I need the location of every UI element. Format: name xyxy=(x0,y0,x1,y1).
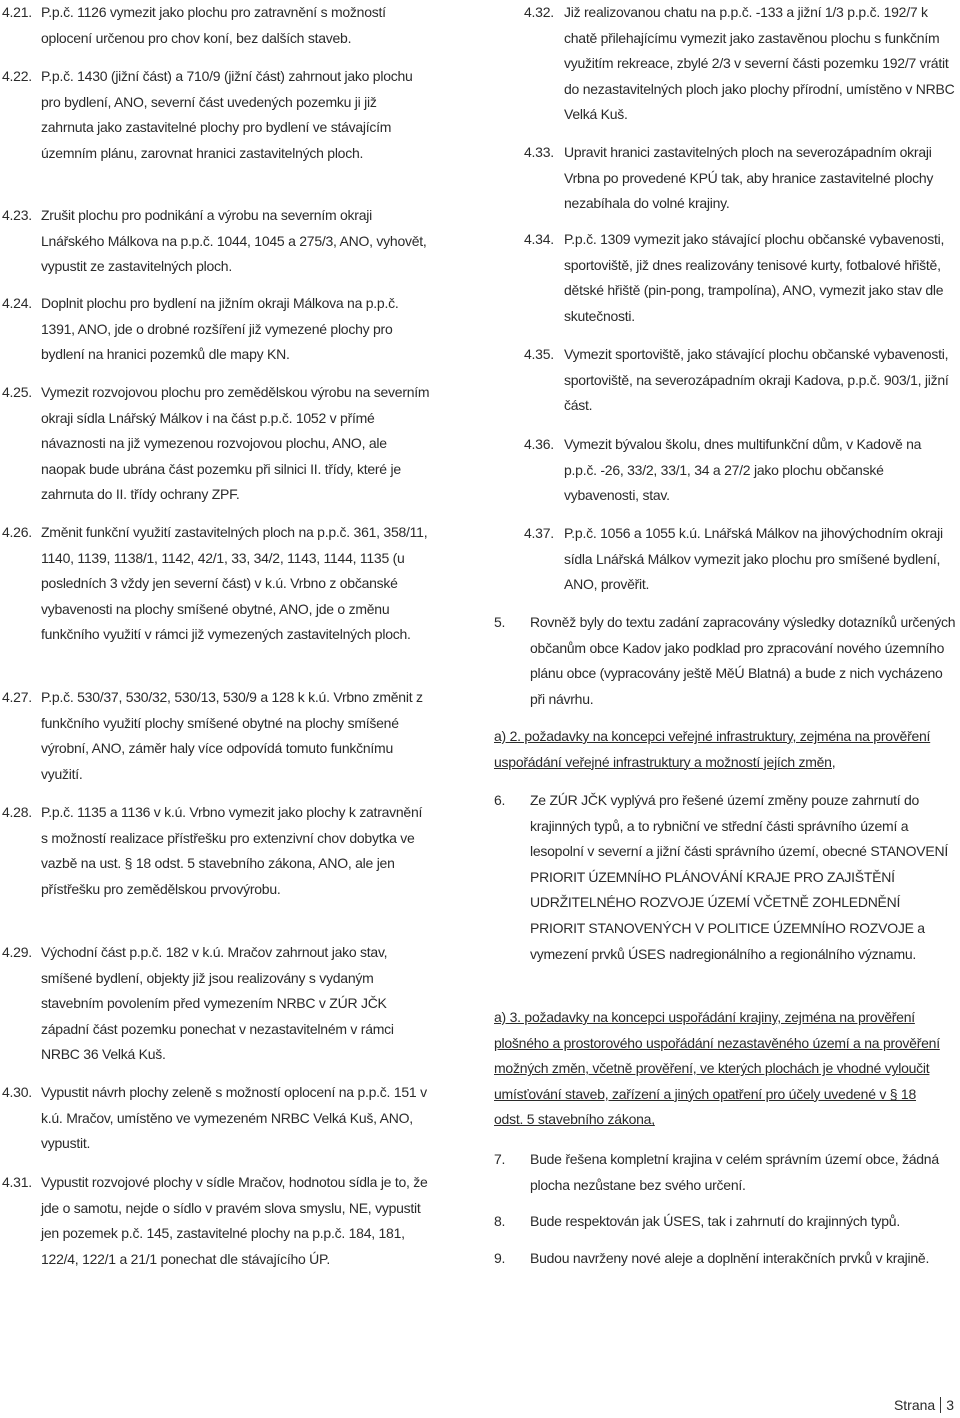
list-item xyxy=(2,685,430,787)
item-number: 4.24. xyxy=(2,295,32,311)
item-number: 4.21. xyxy=(2,4,32,20)
item-number: 4.26. xyxy=(2,524,32,540)
list-item xyxy=(2,0,430,51)
list-item xyxy=(494,1209,956,1235)
footer-divider xyxy=(940,1397,941,1413)
item-number: 4.34. xyxy=(524,231,554,247)
item-number: 7. xyxy=(494,1151,506,1167)
list-item xyxy=(2,1170,430,1272)
list-item xyxy=(494,610,956,712)
list-item xyxy=(2,203,430,280)
item-text: Upravit hranici zastavitelných ploch na severozápadním okraji Vrbna po provedené KPÚ tak, aby hranice zastavitelné plochy nezabíhala do volné krajiny. xyxy=(564,144,934,212)
list-item xyxy=(494,0,956,128)
item-text: P.p.č. 1126 vymezit jako plochu pro zatravnění s možností oplocení určenou pro chov koní, bez dalších staveb. xyxy=(41,4,386,46)
item-number: 4.33. xyxy=(524,144,554,160)
item-text: P.p.č. 1135 a 1136 v k.ú. Vrbno vymezit jako plochy k zatravnění s možností realizace přístřešku pro extenzivní chov dobytka ve vazbě na ust. § 18 odst. 5 stavebního zákona, ANO, ale jen přístřešku pro zemědělskou prvovýrobu. xyxy=(41,804,423,897)
item-number: 5. xyxy=(494,614,506,630)
list-item xyxy=(494,521,956,598)
item-number: 4.23. xyxy=(2,207,32,223)
item-text: Změnit funkční využití zastavitelných ploch na p.p.č. 361, 358/11, 1140, 1139, 1138/1, 1142, 42/1, 33, 34/2, 1143, 1144, 1135 (u posledních 3 vždy jen severní část) v k.ú. Vrbno z občanské vybavenosti na plochy smíšené obytné, ANO, jde o změnu funkčního využití v rámci již vymezených zastavitelných ploch. xyxy=(41,524,428,643)
item-number: 8. xyxy=(494,1213,506,1229)
item-text: Vymezit bývalou školu, dnes multifunkční dům, v Kadově na p.p.č. -26, 33/2, 33/1, 34 a 27/2 jako plochu občanské vybavenosti, stav. xyxy=(564,436,922,504)
item-text: Zrušit plochu pro podnikání a výrobu na severním okraji Lnářského Málkova na p.p.č. 1044, 1045 a 275/3, ANO, vyhovět, vypustit ze zastavitelných ploch. xyxy=(41,207,427,275)
item-number: 4.31. xyxy=(2,1174,32,1190)
item-number: 4.25. xyxy=(2,384,32,400)
page-footer xyxy=(894,1396,954,1414)
item-text: Ze ZÚR JČK vyplývá pro řešené území změny pouze zahrnutí do krajinných typů, a to rybniční ve střední části správního území a lesopolní v severní a jižní části správního území, obecné STANOVENÍ PRIORIT ÚZEMNÍHO PLÁNOVÁNÍ KRAJE PRO ZAJIŠTĚNÍ UDRŽITELNÉHO ROZVOJE ÚZEMÍ VČETNĚ ZOHLEDNĚNÍ PRIORIT STANOVENÝCH V POLITICE ÚZEMNÍHO ROZVOJE a vymezení prvků ÚSES nadregionálního a regionálního významu. xyxy=(530,792,948,962)
list-item xyxy=(494,432,956,509)
item-number: 4.29. xyxy=(2,944,32,960)
list-item xyxy=(494,1147,956,1198)
item-number: 4.27. xyxy=(2,689,32,705)
item-text: Vymezit sportoviště, jako stávající plochu občanské vybavenosti, sportoviště, na severozápadním okraji Kadova, p.p.č. 903/1, jižní část. xyxy=(564,346,949,414)
item-number: 4.22. xyxy=(2,68,32,84)
item-number: 4.35. xyxy=(524,346,554,362)
list-item xyxy=(494,342,956,419)
list-item xyxy=(2,520,430,648)
item-text: Již realizovanou chatu na p.p.č. -133 a jižní 1/3 p.p.č. 192/7 k chatě přilehajícímu vymezit jako zastavěnou plochu s funkčním využitím rekreace, zbylé 2/3 v severní části pozemku 192/7 vrátit do nezastavitelných ploch jako plochy přírodní, umístěno v NRBC Velká Kuš. xyxy=(564,4,955,123)
list-item xyxy=(494,227,956,329)
list-item xyxy=(494,140,956,217)
item-number: 4.32. xyxy=(524,4,554,20)
item-number: 4.36. xyxy=(524,436,554,452)
list-item xyxy=(494,1246,956,1272)
item-text: P.p.č. 1430 (jižní část) a 710/9 (jižní část) zahrnout jako plochu pro bydlení, ANO, severní část uvedených pozemku ji již zahrnuta jako zastavitelné plochy pro bydlení ve stávajícím územním plánu, zarovnat hranici zastavitelných ploch. xyxy=(41,68,413,161)
item-text: P.p.č. 1056 a 1055 k.ú. Lnářská Málkov na jihovýchodním okraji sídla Lnářská Málkov vymezit jako plochu pro smíšené bydlení, ANO, prověřit. xyxy=(564,525,943,593)
section-heading: a) 3. požadavky na koncepci uspořádání krajiny, zejména na prověření plošného a prostorového uspořádání nezastavěného území a na prověření možných změn, včetně prověření, ve kterých plochách je vhodné vyloučit umísťování staveb, zařízení a jiných opatření pro účely uvedené v § 18 odst. 5 stavebního zákona, xyxy=(494,1009,940,1128)
list-item xyxy=(2,380,430,508)
list-item xyxy=(494,788,956,967)
item-number: 9. xyxy=(494,1250,506,1266)
item-text: Východní část p.p.č. 182 v k.ú. Mračov zahrnout jako stav, smíšené bydlení, objekty již jsou realizovány s vydaným stavebním povolením před vymezením NRBC v ZÚR JČK západní část pozemku ponechat v nezastavitelném v rámci NRBC 36 Velká Kuš. xyxy=(41,944,394,1063)
list-item xyxy=(2,64,430,166)
item-text: Bude řešena kompletní krajina v celém správním území obce, žádná plocha nezůstane bez svého určení. xyxy=(530,1151,939,1193)
item-number: 4.30. xyxy=(2,1084,32,1100)
section-heading: a) 2. požadavky na koncepci veřejné infrastruktury, zejména na prověření uspořádání veřejné infrastruktury a možností jejích změn, xyxy=(494,728,931,770)
item-text: Vypustit návrh plochy zeleně s možností oplocení na p.p.č. 151 v k.ú. Mračov, umístěno ve vymezeném NRBC Velká Kuš, ANO, vypustit. xyxy=(41,1084,427,1152)
item-text: Vypustit rozvojové plochy v sídle Mračov, hodnotou sídla je to, že jde o samotu, nejde o sídlo v pravém slova smyslu, NE, vypustit jen pozemek p.č. 145, zastavitelné plochy na p.p.č. 184, 181, 122/4, 122/1 a 21/1 ponechat dle stávajícího ÚP. xyxy=(41,1174,428,1267)
list-item xyxy=(2,940,430,1068)
item-text: P.p.č. 1309 vymezit jako stávající plochu občanské vybavenosti, sportoviště, již dnes realizovány tenisové kurty, fotbalové hřiště, dětské hřiště (pin-pong, trampolína), ANO, vymezit jako stav dle skutečnosti. xyxy=(564,231,945,324)
item-text: Doplnit plochu pro bydlení na jižním okraji Málkova na p.p.č. 1391, ANO, jde o drobné rozšíření již vymezené plochy pro bydlení na hranici pozemků dle mapy KN. xyxy=(41,295,399,363)
item-text: Bude respektován jak ÚSES, tak i zahrnutí do krajinných typů. xyxy=(530,1213,900,1229)
item-text: Rovněž byly do textu zadání zapracovány výsledky dotazníků určených občanům obce Kadov jako podklad pro zpracování nového územního plánu obce (vypracovány ještě MěÚ Blatná) a bude z nich vycházeno při návrhu. xyxy=(530,614,956,707)
list-item xyxy=(2,291,430,368)
item-text: Budou navrženy nové aleje a doplnění interakčních prvků v krajině. xyxy=(530,1250,930,1266)
item-number: 4.28. xyxy=(2,804,32,820)
item-number: 6. xyxy=(494,792,506,808)
page-label: Strana xyxy=(893,1397,936,1413)
page-number: 3 xyxy=(946,1397,954,1413)
list-item xyxy=(2,1080,430,1157)
list-item xyxy=(2,800,430,902)
item-text: P.p.č. 530/37, 530/32, 530/13, 530/9 a 128 k k.ú. Vrbno změnit z funkčního využití plochy smíšené obytné na plochy smíšené výrobní, ANO, záměr haly více odpovídá tomuto funkčnímu využití. xyxy=(41,689,423,782)
item-number: 4.37. xyxy=(524,525,554,541)
item-text: Vymezit rozvojovou plochu pro zemědělskou výrobu na severním okraji sídla Lnářský Málkov i na část p.p.č. 1052 v přímé návaznosti na již vymezenou rozvojovou plochu, ANO, ale naopak bude ubrána část pozemku při silnici II. třídy, které je zahrnuta do II. třídy ochrany ZPF. xyxy=(41,384,430,503)
